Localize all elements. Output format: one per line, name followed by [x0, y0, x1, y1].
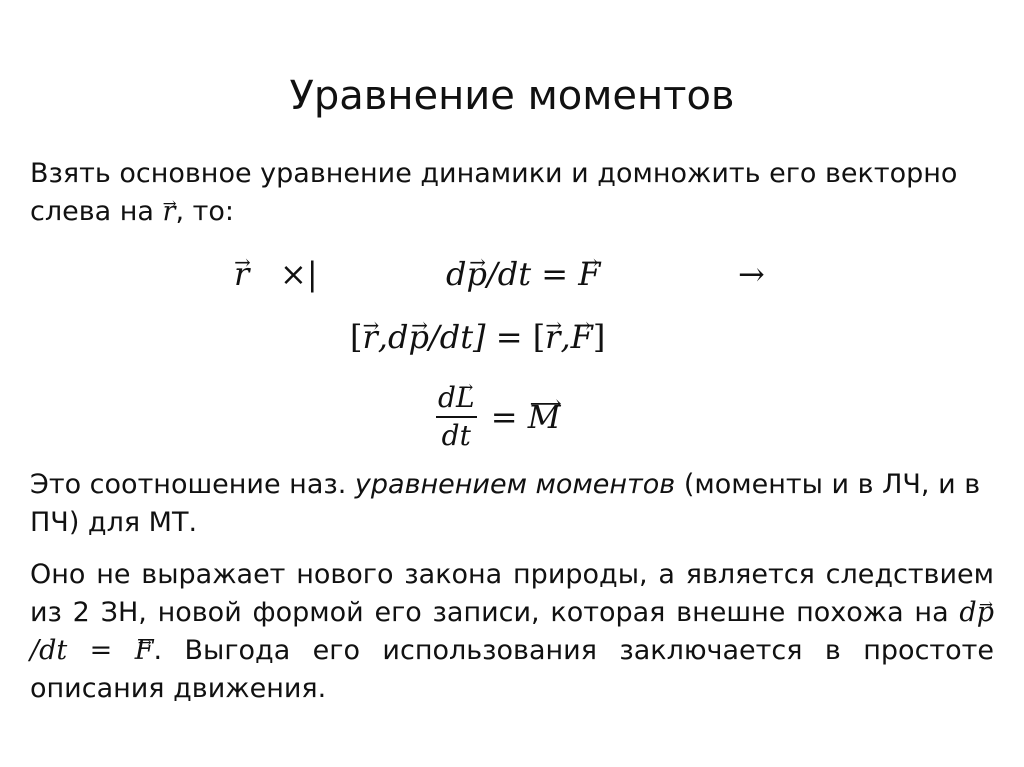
- eq1-vector-F: → F: [578, 252, 600, 296]
- eq1-vector-p: → p: [466, 252, 486, 296]
- eq2-vector-r2: → r: [545, 315, 560, 359]
- intro-tail: , то:: [175, 196, 234, 227]
- p3-equals: =: [67, 635, 135, 666]
- eq1-vector-r: → r: [234, 252, 249, 296]
- eq2-vector-r: → r: [362, 315, 377, 359]
- p2-emphasis: уравнением моментов: [354, 469, 676, 500]
- eq1-equals: =: [531, 255, 579, 293]
- p2-end: (моменты и в ЛЧ, и в ПЧ) для МТ.: [30, 469, 981, 538]
- equation-cross-products: [350, 315, 605, 359]
- intro-text: Взять основное уравнение динамики и домножить его векторно слева на: [30, 158, 958, 227]
- eq3-vector-L: → L: [456, 380, 475, 416]
- eq2-vector-p: → p: [408, 315, 428, 359]
- equation-moments: [436, 380, 560, 460]
- eq3-fraction: [436, 380, 477, 454]
- eq3-rhs: [491, 395, 561, 439]
- definition-paragraph: [30, 466, 994, 542]
- eq3-vector-M: ⟶ M: [528, 395, 561, 439]
- eq1-arrow: →: [738, 255, 765, 293]
- explanation-paragraph: [30, 556, 994, 708]
- eq3-denominator: dt: [441, 419, 471, 452]
- eq1-slash-dt: /dt: [486, 255, 532, 293]
- eq2-vector-F: → F: [571, 315, 593, 359]
- eq1-cross-operator: ×|: [280, 255, 318, 293]
- eq2-close-bracket: ]: [592, 318, 606, 356]
- p3-end: . Выгода его использования заключается в простоте описания движения.: [30, 635, 995, 704]
- eq3-numerator: [436, 380, 477, 418]
- intro-vector-r: → r: [163, 193, 176, 231]
- eq3-num-d: d: [438, 381, 456, 414]
- p2-start: Это соотношение наз.: [30, 469, 347, 500]
- p3-start: Оно не выражает нового закона природы, а является следствием из 2 ЗН, новой формой его записи, которая внешне похожа на: [30, 559, 994, 628]
- eq1-newton-law: [446, 252, 600, 296]
- eq1-d: d: [446, 255, 467, 293]
- eq2-comma: ,: [560, 318, 571, 356]
- eq2-comma-d: ,d: [377, 318, 409, 356]
- p3-d: d: [959, 597, 977, 628]
- eq2-open-bracket: [: [350, 318, 363, 356]
- p3-vector-p: → p: [977, 594, 994, 632]
- eq3-equals: =: [490, 398, 528, 436]
- intro-paragraph: [30, 155, 994, 231]
- eq2-equals: = [: [485, 318, 546, 356]
- p3-vector-F: → F: [135, 632, 154, 670]
- slide-title: Уравнение моментов: [289, 73, 735, 119]
- eq2-slash-dt: /dt]: [428, 318, 486, 356]
- p3-slash-dt: /dt: [30, 635, 68, 666]
